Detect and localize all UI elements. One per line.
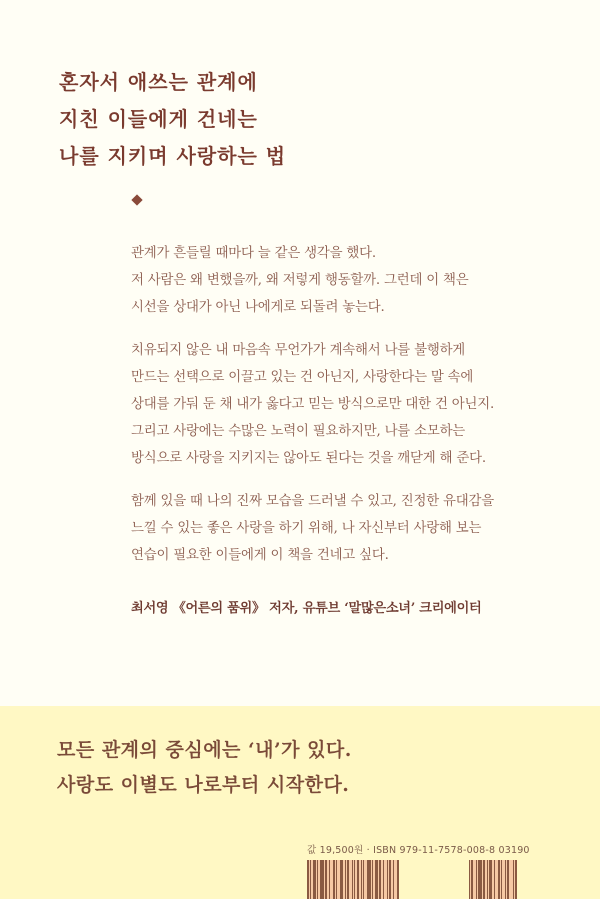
text-line: 관계가 흔들릴 때마다 늘 같은 생각을 했다.	[131, 246, 376, 261]
text-line: 시선을 상대가 아닌 나에게로 되돌려 놓는다.	[131, 300, 385, 315]
tagline	[57, 733, 352, 803]
text-line: 그리고 사랑에는 수많은 노력이 필요하지만, 나를 소모하는	[131, 424, 466, 439]
headline-line: 나를 지키며 사랑하는 법	[59, 144, 287, 168]
text-line: 느낄 수 있는 좋은 사랑을 하기 위해, 나 자신부터 사랑해 보는	[131, 521, 482, 536]
paragraph	[131, 337, 581, 472]
paragraph	[131, 488, 581, 569]
paragraph	[131, 240, 581, 321]
text-line: 연습이 필요한 이들에게 이 책을 건네고 싶다.	[131, 548, 389, 563]
recommendation-text	[131, 240, 581, 585]
text-line: 치유되지 않은 내 마음속 무언가가 계속해서 나를 불행하게	[131, 343, 466, 358]
barcode-icon	[307, 860, 399, 899]
barcode-addon-icon	[469, 860, 517, 899]
tagline-line: 사랑도 이별도 나로부터 시작한다.	[57, 774, 350, 796]
text-line: 방식으로 사랑을 지키지는 않아도 된다는 것을 깨닫게 해 준다.	[131, 451, 486, 466]
text-line: 저 사람은 왜 변했을까, 왜 저렇게 행동할까. 그런데 이 책은	[131, 273, 469, 288]
text-line: 만드는 선택으로 이끌고 있는 건 아닌지, 사랑한다는 말 속에	[131, 370, 474, 385]
headline	[59, 64, 286, 175]
text-line: 함께 있을 때 나의 진짜 모습을 드러낼 수 있고, 진정한 유대감을	[131, 494, 495, 509]
tagline-line: 모든 관계의 중심에는 ‘내’가 있다.	[57, 739, 352, 761]
author-credit: 최서영 《어른의 품위》 저자, 유튜브 ‘말많은소녀’ 크리에이터	[131, 601, 482, 616]
headline-line: 지친 이들에게 건네는	[59, 107, 258, 131]
price-isbn-label: 값 19,500원 · ISBN 979-11-7578-008-8 03190	[307, 845, 530, 856]
text-line: 상대를 가둬 둔 채 내가 옳다고 믿는 방식으로만 대한 건 아닌지.	[131, 397, 495, 412]
headline-line: 혼자서 애쓰는 관계에	[59, 70, 258, 94]
